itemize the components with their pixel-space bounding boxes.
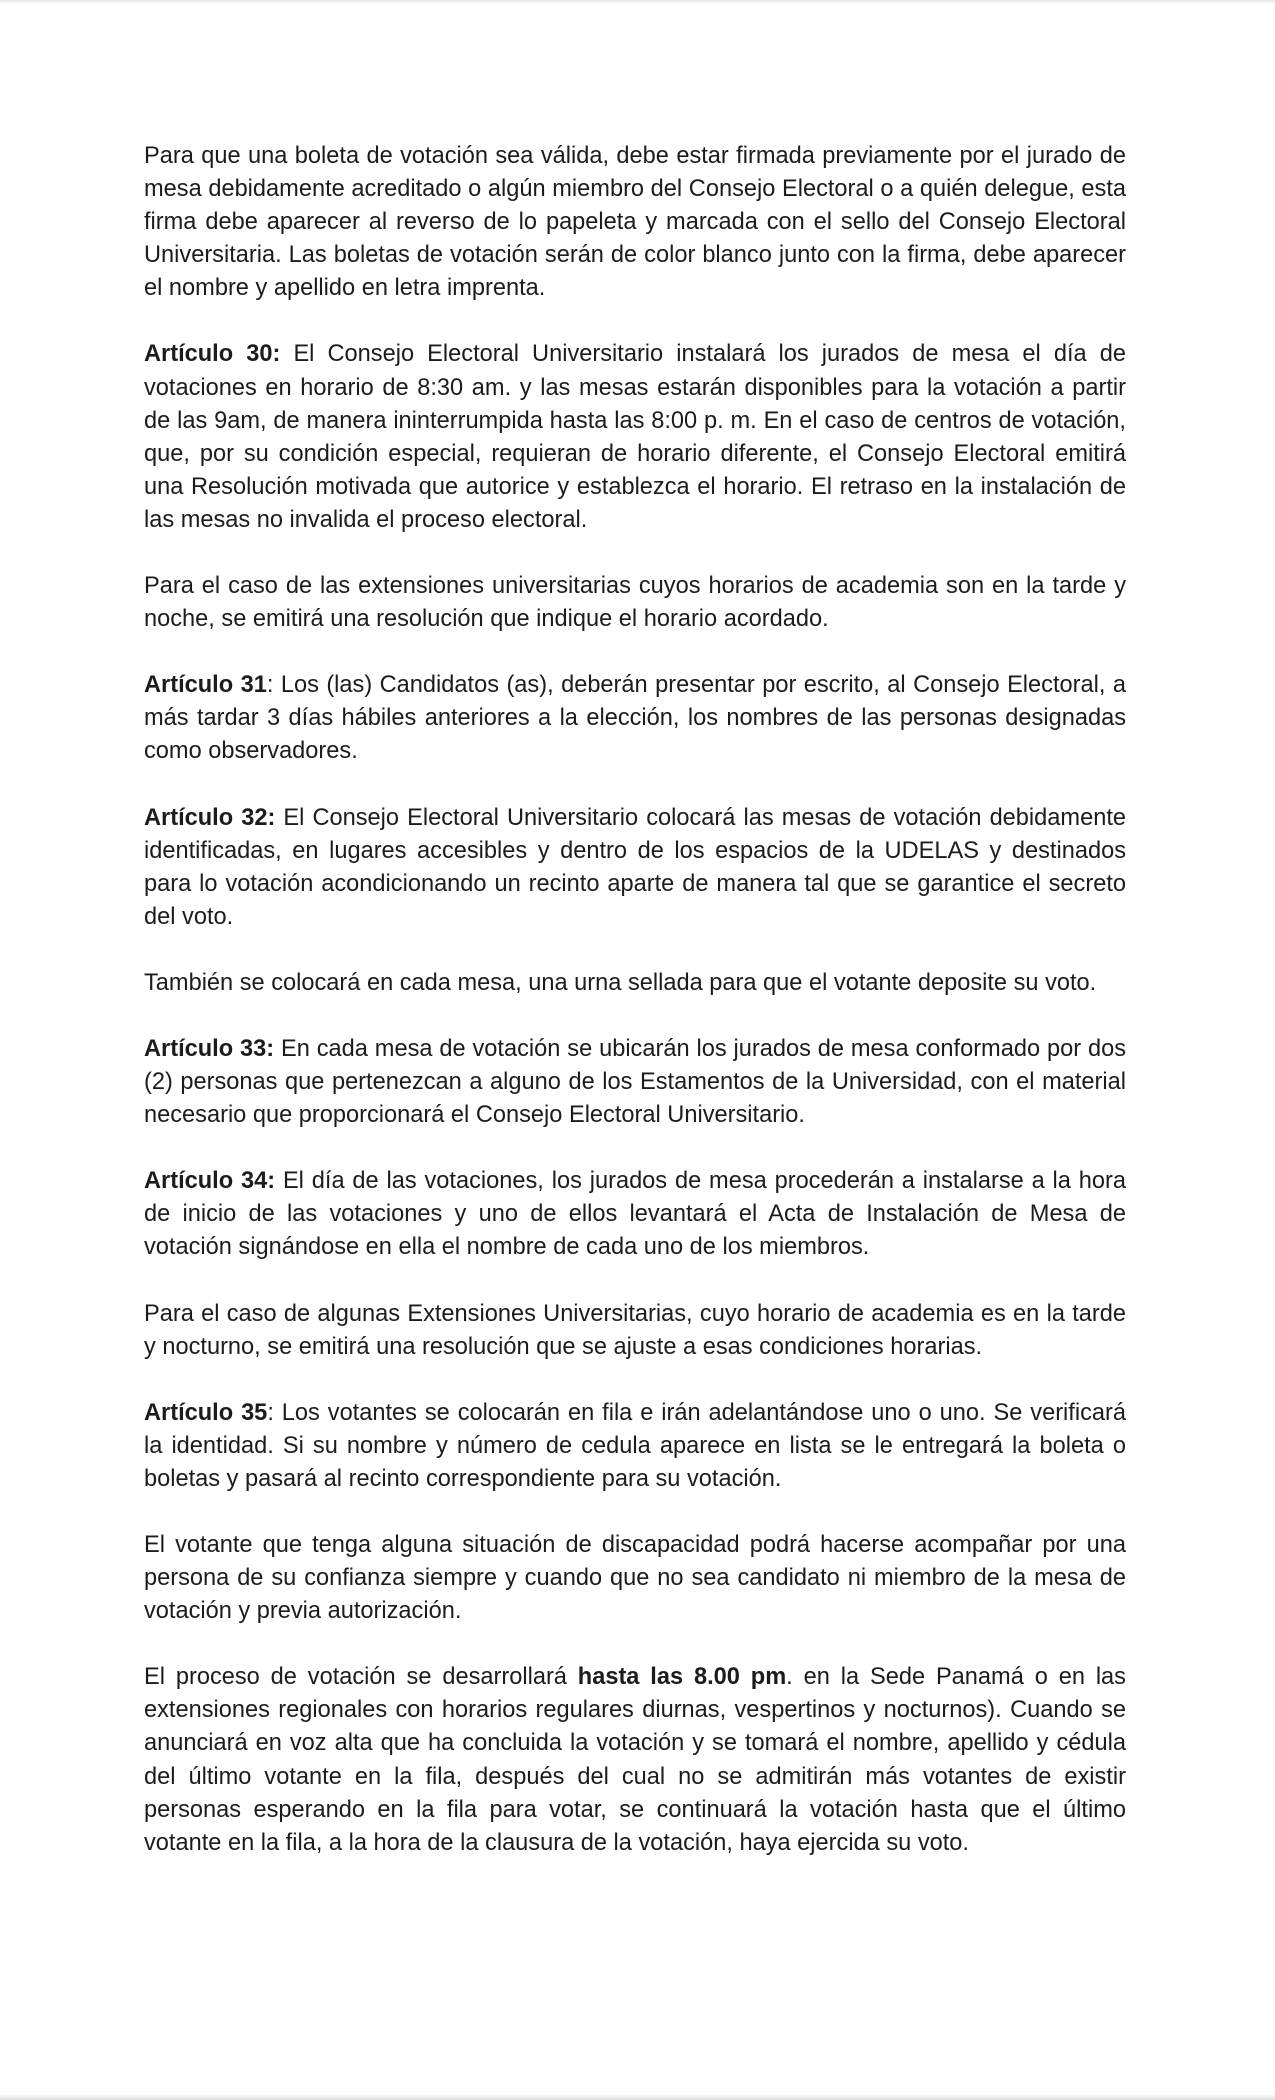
paragraph-text: Para que una boleta de votación sea válida, debe estar firmada previamente por el jurado de mesa debidamente acreditado o algún miembro del Consejo Electoral o a quién delegue, esta firma debe aparecer al reverso de lo papeleta y marcada con el sello del Consejo Electoral Universitaria. Las boletas de votación serán de color blanco junto con la firma, debe aparecer el nombre y apellido en letra imprenta. <box>144 143 1126 302</box>
paragraph-text: El votante que tenga alguna situación de discapacidad podrá hacerse acompañar por una persona de su confianza siempre y cuando que no sea candidato ni miembro de la mesa de votación y previa autorización. <box>144 1532 1126 1625</box>
paragraph-discapacidad <box>144 1529 1126 1628</box>
paragraph-urna-sellada <box>144 967 1126 1000</box>
article-heading: Artículo 33: <box>144 1035 275 1062</box>
scan-edge-top <box>0 0 1275 4</box>
article-heading: Artículo 34: <box>144 1168 276 1195</box>
article-heading: Artículo 32: <box>144 804 276 831</box>
paragraph-articulo-34 <box>144 1165 1126 1264</box>
scan-edge-bottom <box>0 2094 1275 2100</box>
paragraph-extensiones-resolucion <box>144 1298 1126 1364</box>
article-heading: Artículo 30: <box>144 341 281 368</box>
paragraph-text: : Los (las) Candidatos (as), deberán presentar por escrito, al Consejo Electoral, a más tardar 3 días hábiles anteriores a la elección, los nombres de las personas designadas como observadores. <box>144 672 1126 765</box>
bold-phrase: hasta las 8.00 pm <box>577 1664 787 1691</box>
paragraph-text: Para el caso de algunas Extensiones Universitarias, cuyo horario de academia es en la tarde y nocturno, se emitirá una resolución que se ajuste a esas condiciones horarias. <box>144 1300 1126 1360</box>
paragraph-proceso-votacion <box>144 1661 1126 1860</box>
paragraph-articulo-32 <box>144 802 1126 934</box>
paragraph-text: Para el caso de las extensiones universitarias cuyos horarios de academia son en la tarde y noche, se emitirá una resolución que indique el horario acordado. <box>144 573 1126 633</box>
paragraph-text: : Los votantes se colocarán en fila e irán adelantándose uno o uno. Se verificará la identidad. Si su nombre y número de cedula aparece en lista se le entregará la boleta o boletas y pasará al recinto correspondiente para su votación. <box>144 1399 1126 1492</box>
paragraph-boleta-validez <box>144 140 1126 305</box>
paragraph-text: El Consejo Electoral Universitario colocará las mesas de votación debidamente identificadas, en lugares accesibles y dentro de los espacios de la UDELAS y destinados para lo votación acondicionando un recinto aparte de manera tal que se garantice el secreto del voto. <box>144 804 1126 930</box>
paragraph-articulo-35 <box>144 1397 1126 1496</box>
document-body <box>144 140 1126 1893</box>
paragraph-articulo-30 <box>144 338 1126 537</box>
article-heading: Artículo 31 <box>144 672 267 699</box>
paragraph-text: . en la Sede Panamá o en las extensiones regionales con horarios regulares diurnas, vespertinos y nocturnos). Cuando se anunciará en voz alta que ha concluida la votación y se tomará el nombre, apellido y cédula del último votante en la fila, después del cual no se admitirán más votantes de existir personas esperando en la fila para votar, se continuará la votación hasta que el último votante en la fila, a la hora de la clausura de la votación, haya ejercida su voto. <box>144 1664 1126 1856</box>
paragraph-text: El Consejo Electoral Universitario instalará los jurados de mesa el día de votaciones en horario de 8:30 am. y las mesas estarán disponibles para la votación a partir de las 9am, de manera ininterrumpida hasta las 8:00 p. m. En el caso de centros de votación, que, por su condición especial, requieran de horario diferente, el Consejo Electoral emitirá una Resolución motivada que autorice y establezca el horario. El retraso en la instalación de las mesas no invalida el proceso electoral. <box>144 341 1126 533</box>
paragraph-text: También se colocará en cada mesa, una urna sellada para que el votante deposite su voto. <box>144 969 1097 996</box>
paragraph-text: El proceso de votación se desarrollará <box>144 1664 578 1691</box>
article-heading: Artículo 35 <box>144 1399 268 1426</box>
paragraph-text: El día de las votaciones, los jurados de mesa procederán a instalarse a la hora de inicio de las votaciones y uno de ellos levantará el Acta de Instalación de Mesa de votación signándose en ella el nombre de cada uno de los miembros. <box>144 1168 1126 1261</box>
paragraph-articulo-31 <box>144 669 1126 768</box>
paragraph-text: En cada mesa de votación se ubicarán los jurados de mesa conformado por dos (2) personas que pertenezcan a alguno de los Estamentos de la Universidad, con el material necesario que proporcionará el Consejo Electoral Universitario. <box>144 1035 1126 1129</box>
paragraph-extensiones-horario <box>144 570 1126 636</box>
paragraph-articulo-33 <box>144 1033 1126 1132</box>
